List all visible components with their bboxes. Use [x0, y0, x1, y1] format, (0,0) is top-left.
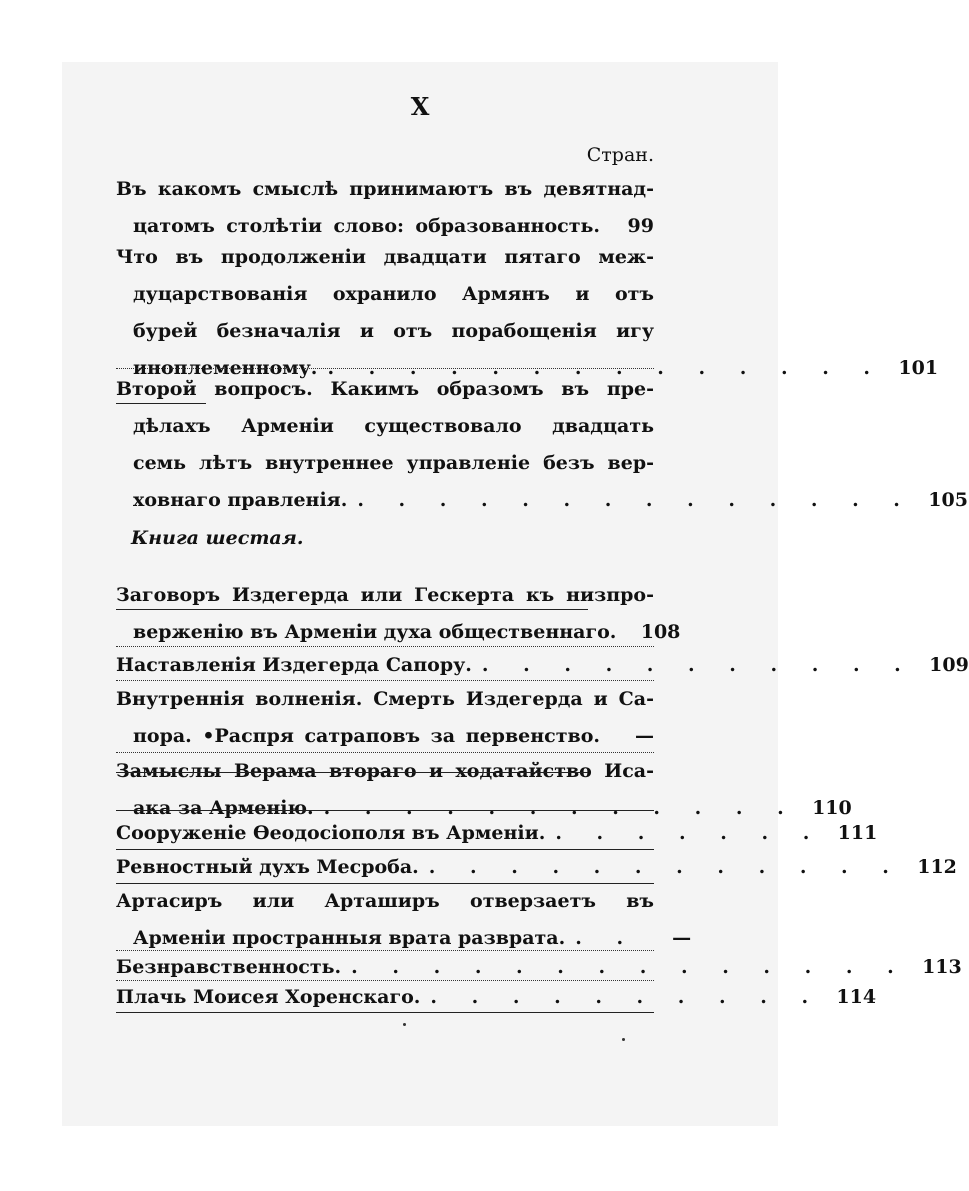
entry-text: иноплеменному.: [133, 356, 318, 379]
separator-rule: [116, 810, 654, 811]
underline: [116, 403, 206, 404]
toc-entry: [116, 370, 968, 518]
page-number: 110: [812, 796, 852, 819]
page-number: 112: [917, 855, 957, 878]
dot-leader: . . . . . . . . . . . .: [428, 855, 903, 878]
page-number: 105: [928, 488, 968, 511]
entry-text: верженію въ Арменіи духа общественнаго.: [133, 620, 617, 643]
dot-leader: . . . . . . . . . . . . . .: [327, 356, 885, 379]
page-roman-numeral: X: [410, 92, 430, 121]
entry-text: Внутреннія волненія. Смерть Издегерда и Са-: [116, 687, 654, 710]
page-number: 113: [922, 955, 962, 978]
entry-text: семь лѣтъ внутреннее управленіе безъ вер-: [133, 451, 654, 474]
entry-text: бурей безначалія и отъ порабощенія игу: [133, 319, 654, 342]
page-number: —: [635, 724, 654, 747]
entry-text: Артасиръ или Арташиръ отверзаетъ въ: [116, 889, 654, 912]
entry-text: дѣлахъ Арменіи существовало двадцать: [133, 414, 654, 437]
page-number: 99: [627, 214, 654, 237]
dot-leader: . . . . . . . . . . .: [481, 653, 915, 676]
dot-leader: . . . . . . . . . . . . . .: [357, 488, 914, 511]
print-speck: [622, 1038, 625, 1041]
page-number: 109: [929, 653, 969, 676]
page-number: 101: [898, 356, 939, 379]
toc-entry: [116, 646, 969, 683]
entry-text: Наставленія Издегерда Сапору.: [116, 653, 472, 676]
book-heading: Книга шестая.: [131, 527, 304, 549]
toc-entry: [116, 576, 681, 650]
page-number: 108: [640, 620, 681, 643]
entry-text: Безнравственность.: [116, 955, 342, 978]
toc-entry: [116, 978, 877, 1015]
entry-text: Арменіи пространныя врата разврата.: [133, 926, 566, 949]
entry-text: пора. •Распря сатраповъ за первенство.: [133, 724, 600, 747]
toc-entry: [116, 882, 692, 956]
dot-leader: . . . . . . . . . .: [430, 985, 823, 1008]
entry-text: Плачь Моисея Хоренскаго.: [116, 985, 421, 1008]
toc-entry: [116, 680, 654, 754]
entry-text: Заговоръ Издегерда или Гескерта къ низпро-: [116, 583, 654, 606]
toc-entry: [116, 238, 939, 386]
page-number: 114: [836, 985, 877, 1008]
underline: [116, 609, 588, 610]
dotted-rule: [116, 368, 654, 369]
underline: [116, 772, 588, 773]
entry-text: ака за Арменію.: [133, 796, 314, 819]
toc-entry: [116, 814, 878, 851]
separator-rule: [116, 1012, 654, 1013]
page-number: —: [672, 926, 692, 949]
entry-text: дуцарствованія охранило Армянъ и отъ: [133, 282, 654, 305]
dot-leader: . . . . . . . . . . . . . .: [351, 955, 908, 978]
entry-text: Замыслы Верама втораго и ходатайство Иса-: [116, 759, 654, 782]
print-speck: [403, 1023, 406, 1026]
entry-text: Ревностный духъ Месроба.: [116, 855, 419, 878]
entry-text: ховнаго правленія.: [133, 488, 348, 511]
page-number: 111: [837, 821, 878, 844]
dot-leader: . . . . . . . . . . . .: [323, 796, 798, 819]
entry-text: Второй вопросъ. Какимъ образомъ въ пре-: [116, 377, 654, 400]
dot-leader: . . . . . . .: [555, 821, 824, 844]
toc-entry: [116, 848, 957, 885]
entry-text: Въ какомъ смыслѣ принимаютъ въ девятнад-: [116, 177, 654, 200]
entry-text: цатомъ столѣтіи слово: образованность.: [133, 214, 600, 237]
dot-leader: . .: [575, 926, 638, 949]
toc-entry: [116, 170, 654, 244]
entry-text: Что въ продолженіи двадцати пятаго меж-: [116, 245, 654, 268]
entry-text: Сооруженіе Ѳеодосіополя въ Арменіи.: [116, 821, 546, 844]
pages-column-label: Стран.: [586, 144, 654, 166]
